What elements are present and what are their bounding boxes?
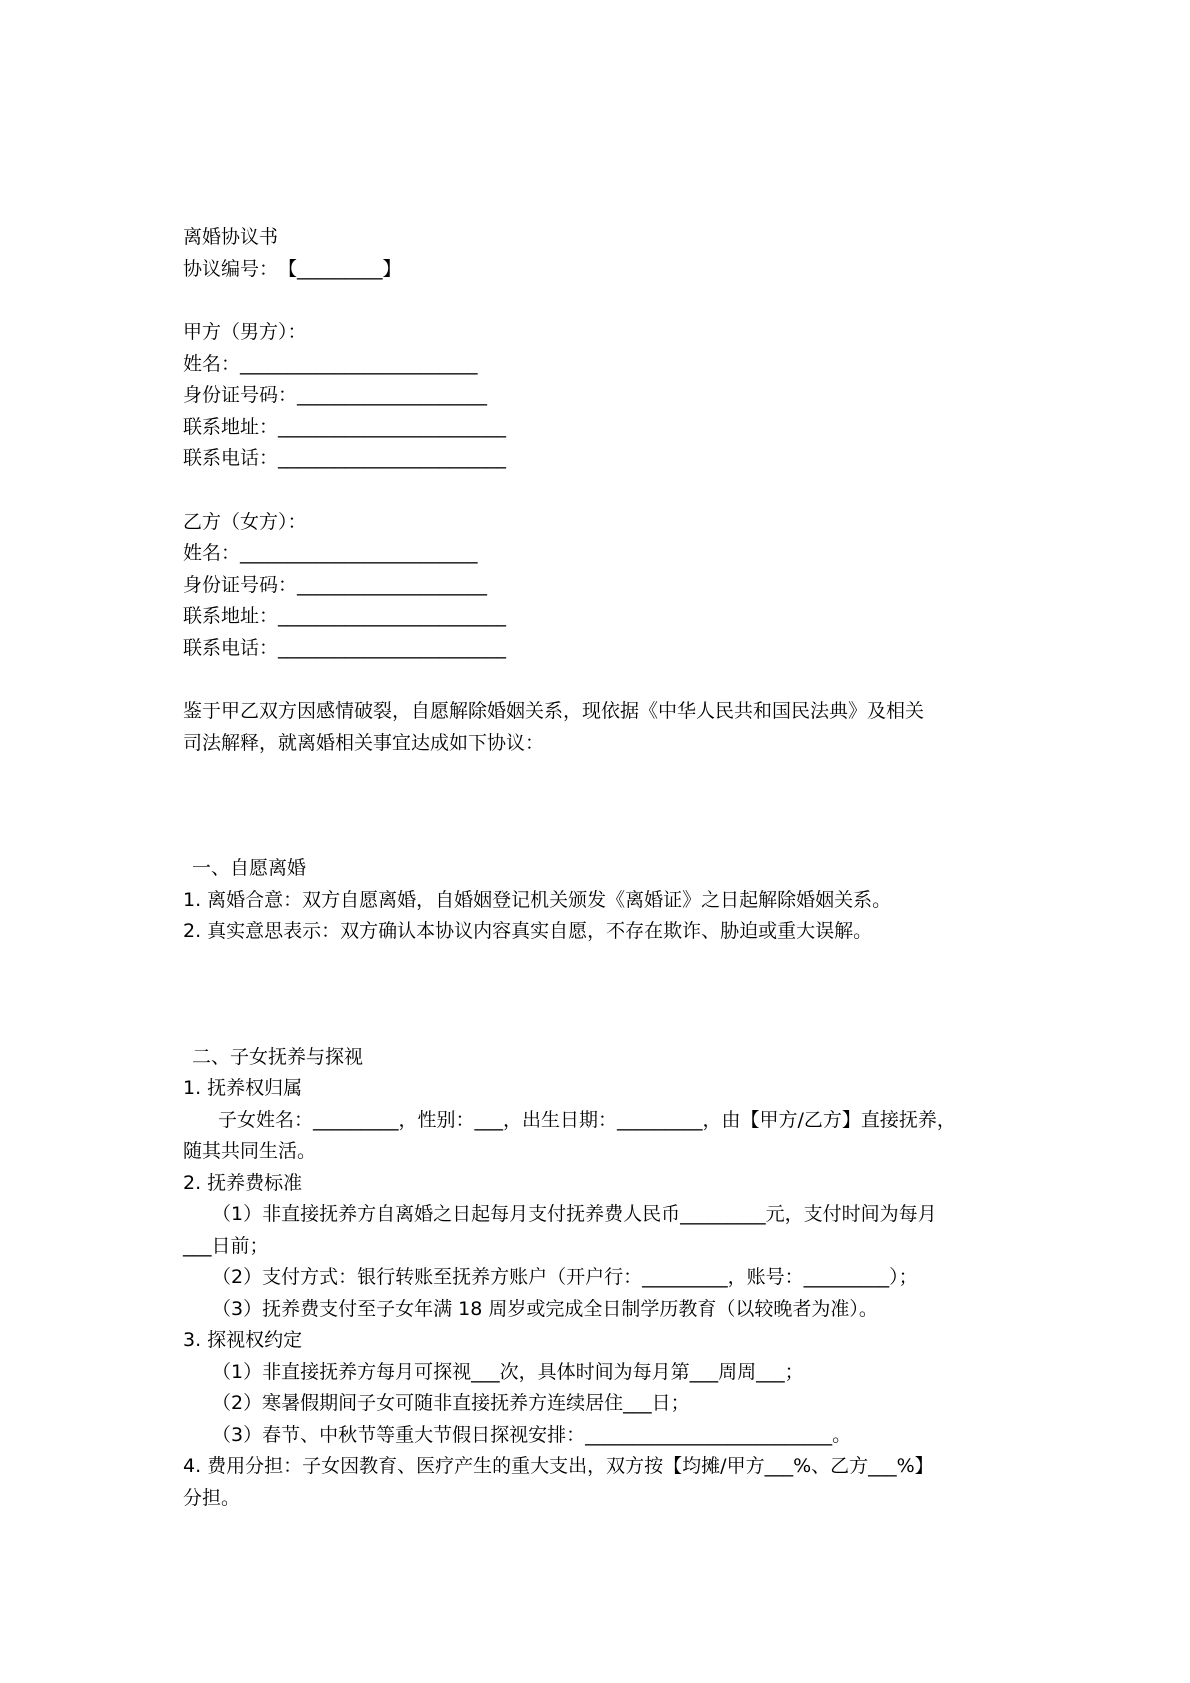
preamble-line-1: 鉴于甲乙双方因感情破裂，自愿解除婚姻关系，现依据《中华人民共和国民法典》及相关 (183, 700, 925, 722)
support-item-3: （3）抚养费支付至子女年满 18 周岁或完成全日制学历教育（以较晚者为准）。 (212, 1298, 878, 1320)
party-a-heading: 甲方（男方）： (183, 321, 307, 343)
cost-line-2: 分担。 (183, 1487, 241, 1509)
visit-item-1: （1）非直接抚养方每月可探视___次，具体时间为每月第___周周___； (212, 1361, 804, 1383)
party-a-phone: 联系电话：________________________ (183, 447, 507, 469)
visit-item-2: （2）寒暑假期间子女可随非直接抚养方连续居住___日； (212, 1392, 690, 1414)
support-item-2: （2）支付方式：银行转账至抚养方账户（开户行：_________，账号：_________）； (212, 1266, 918, 1288)
custody-title: 1. 抚养权归属 (183, 1077, 303, 1099)
section1-item-1: 1. 离婚合意：双方自愿离婚，自婚姻登记机关颁发《离婚证》之日起解除婚姻关系。 (183, 889, 892, 911)
party-a-name: 姓名：_________________________ (183, 353, 478, 375)
section1-heading: 一、自愿离婚 (192, 857, 307, 879)
section2-heading: 二、子女抚养与探视 (192, 1046, 364, 1068)
custody-line-1: 子女姓名：_________，性别：___，出生日期：_________，由【甲方/乙方】直接抚养， (218, 1109, 956, 1131)
support-item-1b: ___日前； (183, 1235, 269, 1257)
custody-line-2: 随其共同生活。 (183, 1140, 317, 1162)
party-a-address: 联系地址：________________________ (183, 416, 507, 438)
party-b-address: 联系地址：________________________ (183, 605, 507, 627)
party-b-heading: 乙方（女方）： (183, 511, 307, 533)
cost-line-1: 4. 费用分担：子女因教育、医疗产生的重大支出，双方按【均摊/甲方___%、乙方___%】 (183, 1455, 934, 1477)
support-title: 2. 抚养费标准 (183, 1172, 303, 1194)
preamble-line-2: 司法解释，就离婚相关事宜达成如下协议： (183, 732, 545, 754)
support-item-1a: （1）非直接抚养方自离婚之日起每月支付抚养费人民币_________元，支付时间为每月 (212, 1203, 937, 1225)
agreement-number: 协议编号： 【_________】 (183, 258, 402, 280)
document-title: 离婚协议书 (183, 226, 279, 248)
party-a-id-number: 身份证号码：____________________ (183, 384, 488, 406)
party-b-id-number: 身份证号码：____________________ (183, 574, 488, 596)
party-b-name: 姓名：_________________________ (183, 542, 478, 564)
visit-title: 3. 探视权约定 (183, 1329, 303, 1351)
visit-item-3: （3）春节、中秋节等重大节假日探视安排：__________________________。 (212, 1424, 852, 1446)
section1-item-2: 2. 真实意思表示：双方确认本协议内容真实自愿，不存在欺诈、胁迫或重大误解。 (183, 920, 873, 942)
party-b-phone: 联系电话：________________________ (183, 637, 507, 659)
